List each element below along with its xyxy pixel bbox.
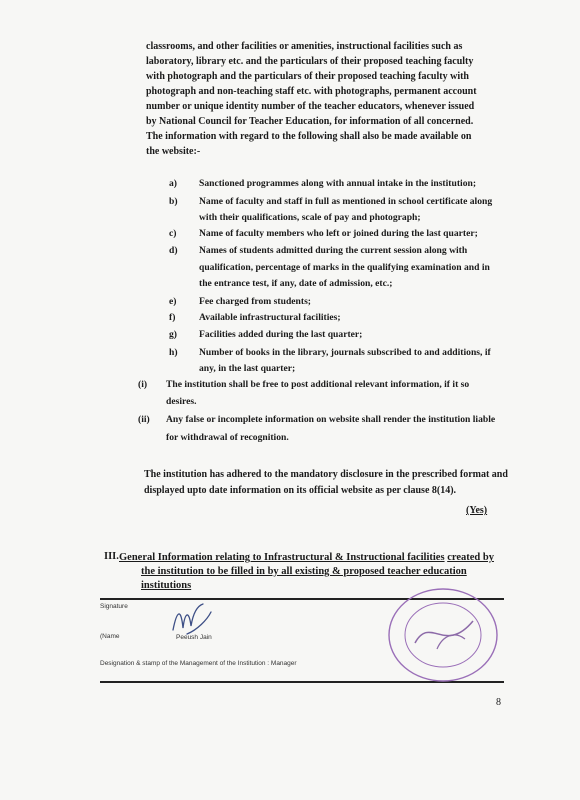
list-text: Fee charged from students; <box>199 296 311 307</box>
list-marker: h) <box>169 347 178 358</box>
yes-answer: (Yes) <box>466 505 488 516</box>
official-seal-stamp <box>385 585 501 685</box>
declaration-line: displayed upto date information on its official website as per clause 8(14). <box>144 485 457 496</box>
section-title-line3: institutions <box>141 580 192 591</box>
name-value: Peeush Jain <box>176 634 212 641</box>
clause-text: for withdrawal of recognition. <box>166 432 289 443</box>
list-marker: b) <box>169 196 178 207</box>
clause-text: desires. <box>166 396 197 407</box>
list-marker: a) <box>169 178 177 189</box>
list-marker: e) <box>169 296 177 307</box>
intro-line: classrooms, and other facilities or amenities, instructional facilities such as <box>146 41 463 52</box>
intro-line: The information with regard to the following shall also be made available on <box>146 131 472 142</box>
designation-label: Designation & stamp of the Management of the Institution : Manager <box>100 660 297 667</box>
section-title-part1: General Information relating to Infrastructural & Instructional facilities <box>119 552 445 563</box>
list-text: Facilities added during the last quarter; <box>199 329 363 340</box>
intro-line: with photograph and the particulars of their proposed teaching faculty with <box>146 71 469 82</box>
clause-text: The institution shall be free to post additional relevant information, if it so <box>166 379 470 390</box>
section-title-part2: created by <box>447 552 494 563</box>
intro-paragraph <box>146 39 508 159</box>
intro-line: the website:- <box>146 146 201 157</box>
clause-text: Any false or incomplete information on website shall render the institution liable <box>166 414 496 425</box>
intro-line: laboratory, library etc. and the particulars of their proposed teaching faculty <box>146 56 474 67</box>
clause-marker: (i) <box>138 379 148 390</box>
name-label: (Name <box>100 633 120 640</box>
list-text: qualification, percentage of marks in the qualifying examination and in <box>199 262 490 273</box>
list-text: Sanctioned programmes along with annual intake in the institution; <box>199 178 477 189</box>
intro-line: photograph and non-teaching staff etc. with photographs, permanent account <box>146 86 477 97</box>
page-number: 8 <box>496 697 501 708</box>
signature-image <box>167 600 227 640</box>
signature-label: Signature <box>100 603 128 610</box>
clause-marker: (ii) <box>138 414 150 425</box>
list-marker: f) <box>169 312 176 323</box>
list-text: with their qualifications, scale of pay and photograph; <box>199 212 421 223</box>
list-text: Number of books in the library, journals subscribed to and additions, if <box>199 347 491 358</box>
list-text: Names of students admitted during the current session along with <box>199 245 468 256</box>
list-text: any, in the last quarter; <box>199 363 296 374</box>
section-title-line2: the institution to be filled in by all existing & proposed teacher education <box>141 566 467 577</box>
list-text: Name of faculty members who left or joined during the last quarter; <box>199 228 478 239</box>
intro-line: number or unique identity number of the teacher educators, whenever issued <box>146 101 475 112</box>
list-text: Available infrastructural facilities; <box>199 312 341 323</box>
list-text: Name of faculty and staff in full as mentioned in school certificate along <box>199 196 493 207</box>
section-number: III. <box>104 551 119 562</box>
list-marker: g) <box>169 329 177 340</box>
list-marker: c) <box>169 228 177 239</box>
declaration-line: The institution has adhered to the mandatory disclosure in the prescribed format and <box>144 469 508 480</box>
intro-line: by National Council for Teacher Education, for information of all concerned. <box>146 116 474 127</box>
list-marker: d) <box>169 245 178 256</box>
list-text: the entrance test, if any, date of admission, etc.; <box>199 278 393 289</box>
